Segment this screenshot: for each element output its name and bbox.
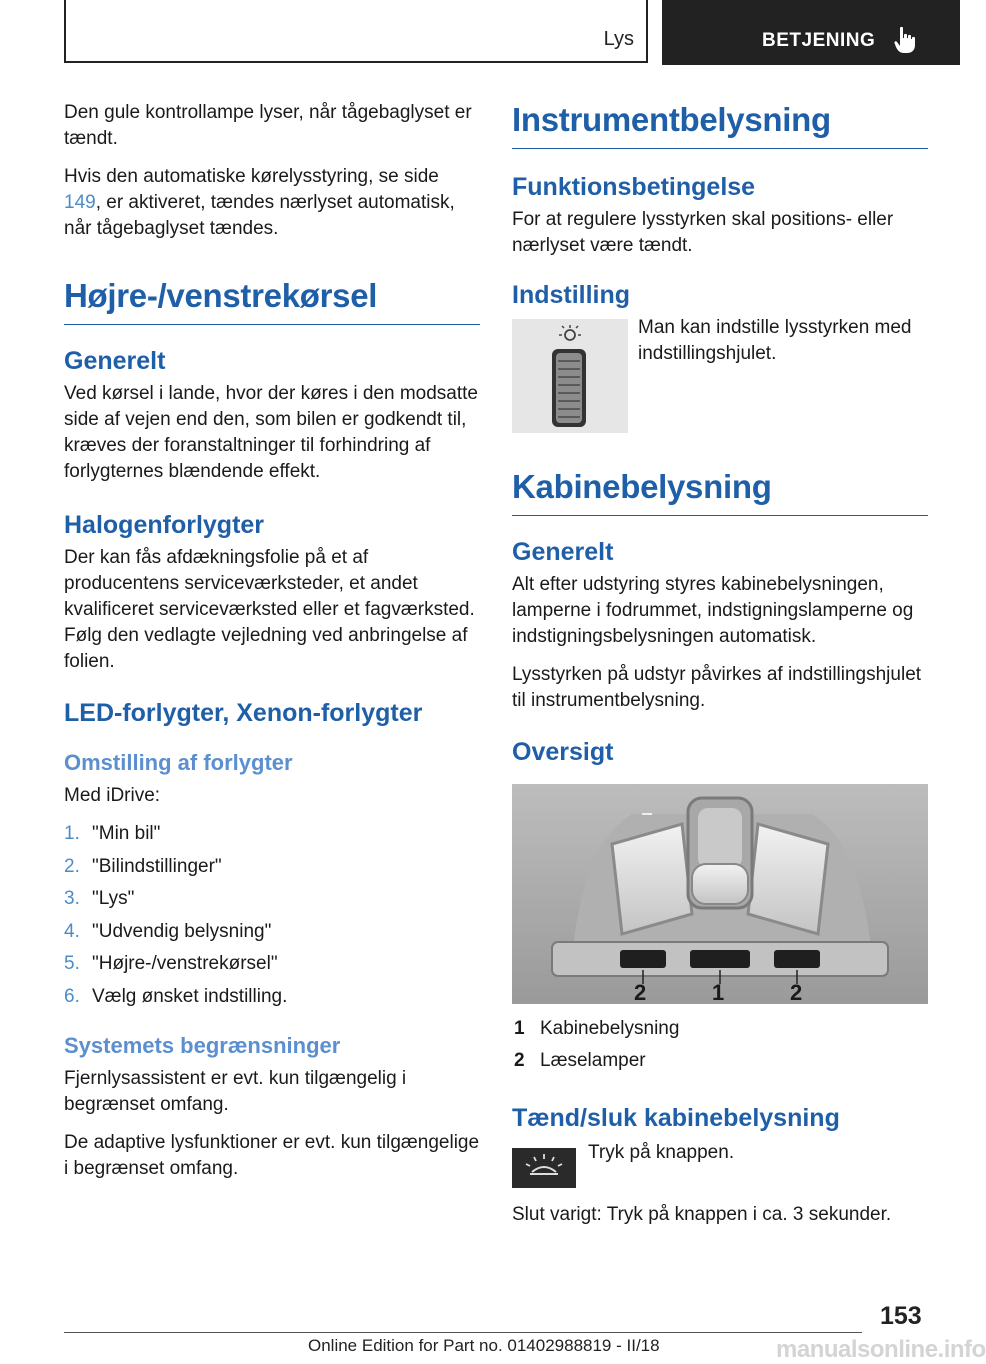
paragraph: Den gule kontrollampe lyser, når tågebaglyset er tændt. (64, 102, 472, 149)
heading-led-xenon: LED-forlygter, Xenon-forlygter (64, 699, 423, 727)
heading-cabin-lighting: Kabinebelysning (512, 467, 928, 516)
heading-general: Generelt (64, 347, 166, 375)
paragraph: Der kan fås afdækningsfolie på et af producentens serviceværksteder, et andet kvalificeret serviceværksted eller et fagværksted. Følg den vedlagte vejledning ved anbringelse af folien. (64, 547, 475, 672)
paragraph: Fjernlysassistent er evt. kun tilgængelig i begrænset omfang. (64, 1067, 407, 1115)
thumbwheel-image (512, 319, 628, 433)
page-link[interactable]: 149 (64, 192, 96, 213)
heading-toggle-cabin-light: Tænd/sluk kabinebelysning (512, 1104, 840, 1132)
hand-pointer-icon (894, 26, 916, 59)
heading-system-limits: Systemets begrænsninger (64, 1032, 341, 1058)
heading-headlight-adjust: Omstilling af forlygter (64, 750, 293, 775)
thumbwheel-icon (512, 319, 628, 433)
paragraph: De adaptive lysfunktioner er evt. kun tilgængelige i begrænset omfang. (64, 1131, 480, 1179)
paragraph: Med iDrive: (64, 785, 161, 806)
legend-list (512, 1016, 928, 1074)
footer-divider (64, 1332, 862, 1333)
heading-instrument-lighting: Instrumentbelysning (512, 100, 928, 149)
text-segment: Hvis den automatiske kørelysstyring, se side (64, 166, 439, 187)
paragraph: Lysstyrken på udstyr påvirkes af indstillingshjulet til instrumentbelysning. (512, 664, 922, 711)
heading-general: Generelt (512, 538, 614, 566)
page-number: 153 (880, 1302, 922, 1330)
list-item: 4. "Udvendig belysning" (64, 920, 272, 942)
overhead-console-image (512, 784, 928, 1004)
cabin-light-button-image (512, 1148, 576, 1188)
paragraph: For at regulere lysstyrken skal positions- eller nærlyset være tændt. (512, 209, 894, 256)
paragraph: Tryk på knappen. (588, 1142, 735, 1163)
legend-item: 1 Kabinebelysning (514, 1018, 680, 1039)
paragraph: Man kan indstille lysstyrken med indstillingshjulet. (638, 317, 912, 364)
watermark: manualsonline.info (776, 1336, 986, 1363)
text-segment: , er aktiveret, tændes nærlyset automatisk, når tågebaglyset tændes. (64, 192, 455, 239)
footer-edition-text: Online Edition for Part no. 01402988819 - II/18 (308, 1336, 660, 1355)
list-item: 1. "Min bil" (64, 823, 161, 844)
photo-label: 1 (712, 980, 725, 1005)
list-item: 6. Vælg ønsket indstilling. (64, 985, 288, 1007)
header-box (64, 0, 648, 63)
header-chapter-title: BETJENING (762, 30, 876, 51)
header-section-title: Lys (603, 28, 634, 50)
header-chapter-tab (662, 0, 960, 65)
heading-setting: Indstilling (512, 281, 631, 309)
setting-block (512, 315, 928, 433)
heading-halogen: Halogenforlygter (64, 511, 265, 539)
paragraph: Ved kørsel i lande, hvor der køres i den modsatte side af vejen end den, som bilen er godkendt til, kræves der foranstaltninger til forhindring af forlygternes blændende effekt. (64, 383, 478, 482)
heading-right-left-driving: Højre-/venstrekørsel (64, 276, 480, 325)
toggle-block (512, 1140, 928, 1188)
step-list (64, 821, 480, 1010)
paragraph-with-link (64, 164, 480, 242)
list-item: 5. "Højre-/venstrekørsel" (64, 953, 278, 974)
paragraph: Slut varigt: Tryk på knappen i ca. 3 sekunder. (512, 1204, 892, 1225)
photo-label: 2 (634, 980, 647, 1005)
right-column (512, 100, 928, 1240)
cabin-light-icon (512, 1148, 576, 1188)
photo-label: 2 (790, 980, 803, 1005)
legend-item: 2 Læselamper (514, 1050, 646, 1071)
paragraph: Alt efter udstyring styres kabinebelysningen, lamperne i fodrummet, indstigningslamperne og indstigningsbelysningen automatisk. (512, 574, 914, 647)
left-column (64, 100, 480, 1194)
heading-function-condition: Funktionsbetingelse (512, 173, 756, 201)
heading-overview: Oversigt (512, 738, 614, 766)
overhead-console-illustration (512, 784, 928, 1004)
list-item: 3. "Lys" (64, 888, 135, 909)
list-item: 2. "Bilindstillinger" (64, 855, 222, 877)
